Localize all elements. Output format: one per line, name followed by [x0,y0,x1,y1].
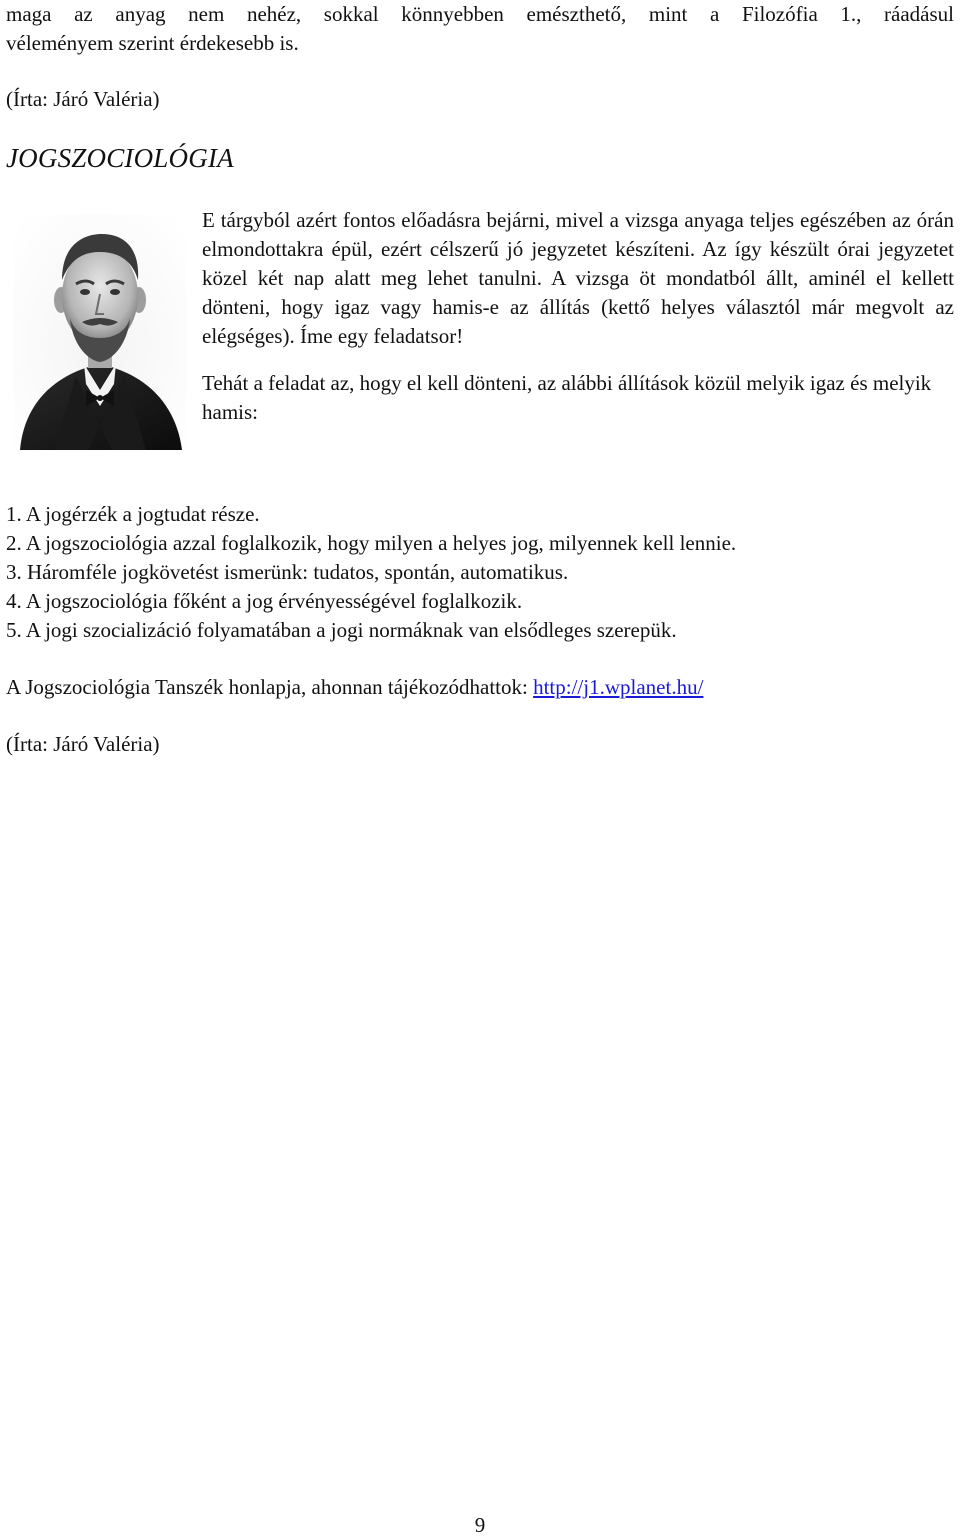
list-item: 2. A jogszociológia azzal foglalkozik, hogy milyen a helyes jog, milyennek kell lennie. [6,531,737,555]
list-item: 4. A jogszociológia főként a jog érvényességével foglalkozik. [6,589,523,613]
intro-paragraph [6,0,954,58]
list-item: 1. A jogérzék a jogtudat része. [6,502,260,526]
statement-list [6,500,954,645]
task-instruction: Tehát a feladat az, hogy el kell dönteni, az alábbi állítások közül melyik igaz és melyik hamis: [202,371,932,424]
portrait-photo-icon [14,214,186,450]
author-credit-bottom: (Írta: Járó Valéria) [6,732,160,756]
department-homepage-line [6,673,954,702]
intro-line-1: maga az anyag nem nehéz, sokkal könnyebben emészthető, mint a Filozófia 1., ráadásul [6,2,954,26]
page-number: 9 [474,1513,486,1537]
intro-line-2: véleményem szerint érdekesebb is. [6,31,299,55]
department-homepage-link[interactable]: http://j1.wplanet.hu/ [533,675,704,699]
course-description [202,206,954,427]
author-credit-top: (Írta: Járó Valéria) [6,87,160,111]
list-item: 3. Háromféle jogkövetést ismerünk: tudatos, spontán, automatikus. [6,560,569,584]
list-item: 5. A jogi szocializáció folyamatában a jogi normáknak van elsődleges szerepük. [6,618,677,642]
description-paragraph: E tárgyból azért fontos előadásra bejárni, mivel a vizsga anyaga teljes egészében az órán elmondottakra épül, ezért célszerű jó jegyzetet készíteni. Az így készült órai jegyzetet közel két nap alatt meg lehet tanulni. A vizsga öt mondatból állt, aminél el kellett dönteni, hogy igaz vagy hamis-e az állítás (kettő helyes választól már megvolt az elégséges). Íme egy feladatsor! [202,208,954,348]
section-title: JOGSZOCIOLÓGIA [6,143,234,173]
homepage-label: A Jogszociológia Tanszék honlapja, ahonnan tájékozódhattok: [6,675,534,699]
